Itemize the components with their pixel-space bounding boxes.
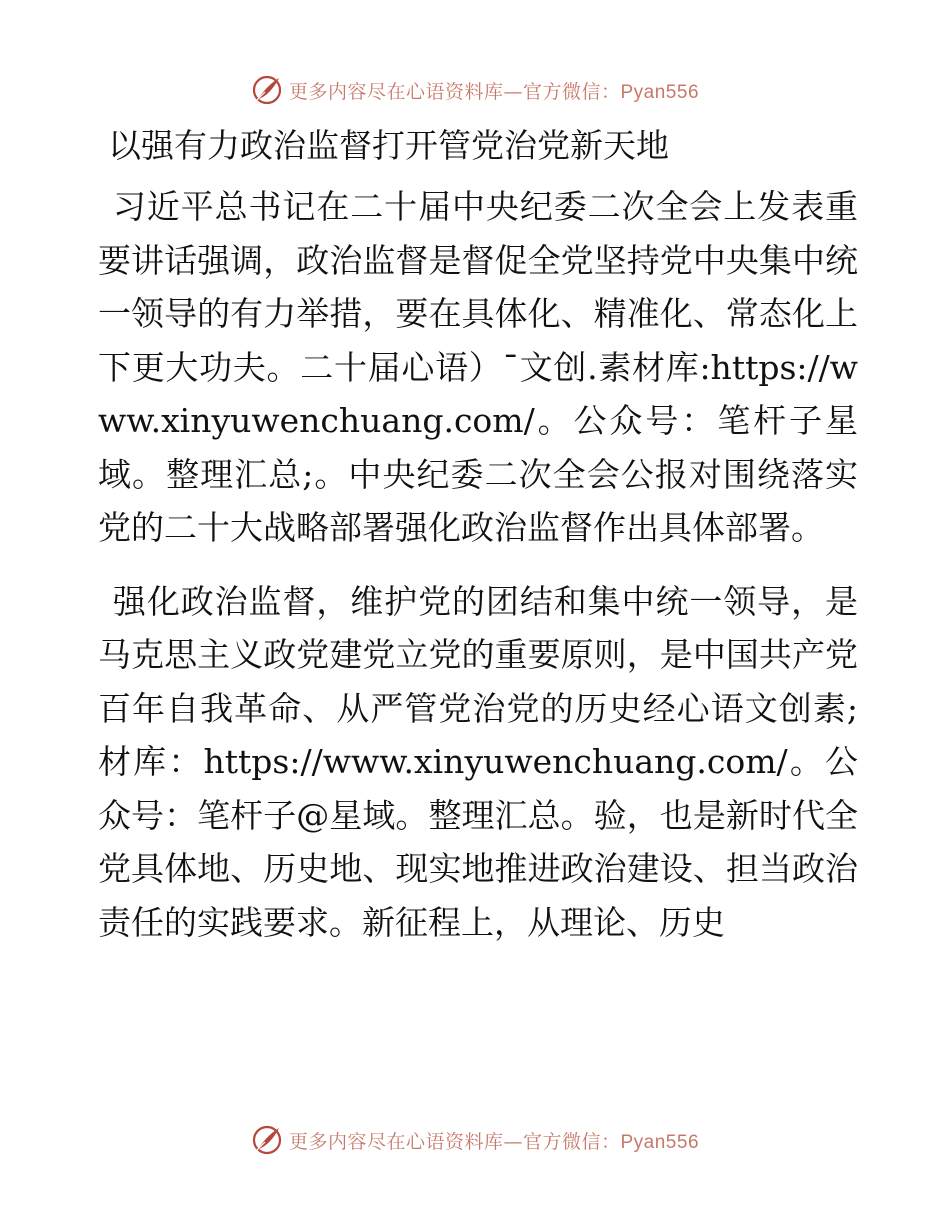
- footer-watermark-wechat-id: Pyan556: [620, 1131, 700, 1153]
- footer-watermark-text: 更多内容尽在心语资料库: [288, 1130, 504, 1153]
- header-watermark: [0, 70, 950, 110]
- footer-watermark-wechat-label: 官方微信：: [522, 1130, 621, 1153]
- paragraph-1-text: 习近平总书记在二十届中央纪委二次全会上发表重要讲话强调，政治监督是督促全党坚持党中央集中统一领导的有力举措，要在具体化、精准化、常态化上下更大功夫。二十届心语）¯文创.素材库:https://www.xinyuwenchuang.com/。公众号：笔杆子星域。整理汇总;。中央纪委二次全会公报对围绕落实党的二十大战略部署强化政治监督作出具体部署。: [98, 187, 858, 547]
- paragraph-2-text: 强化政治监督，维护党的团结和集中统一领导，是马克思主义政党建党立党的重要原则，是中国共产党百年自我革命、从严管党治党的历史经心语文创素;材库：https://www.xinyuwenchuang.com/。公众号：笔杆子@星域。整理汇总。验，也是新时代全党具体地、历史地、现实地推进政治建设、担当政治责任的实践要求。新征程上，从理论、历史: [98, 581, 858, 942]
- footer-watermark-separator: —: [503, 1130, 523, 1153]
- document-title: 以强有力政治监督打开管党治党新天地: [108, 126, 669, 165]
- feather-quill-icon: [251, 1124, 283, 1156]
- footer-watermark: [0, 1120, 950, 1160]
- paragraph-1: [98, 180, 858, 555]
- feather-quill-icon: [251, 74, 283, 106]
- paragraph-2: [98, 575, 858, 950]
- document-body: [98, 118, 858, 949]
- watermark-wechat-label: 官方微信：: [522, 80, 621, 103]
- watermark-separator: —: [503, 80, 523, 103]
- watermark-text: 更多内容尽在心语资料库: [288, 80, 504, 103]
- watermark-wechat-id: Pyan556: [620, 81, 700, 103]
